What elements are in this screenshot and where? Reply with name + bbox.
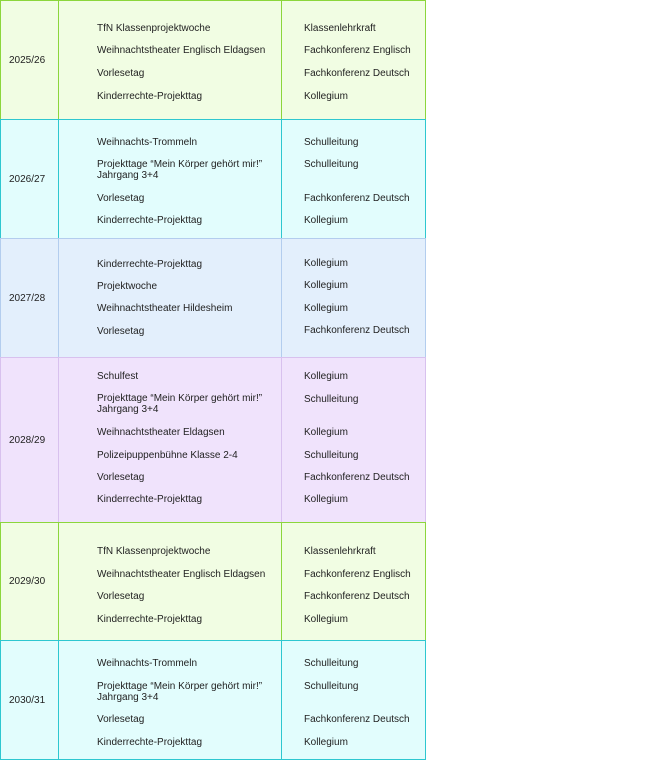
year-block-2029-30 <box>0 522 426 641</box>
event-item: Jahrgang 3+4 <box>97 692 159 703</box>
year-cell <box>1 358 59 522</box>
event-item: Weihnachtstheater Eldagsen <box>97 427 225 438</box>
responsible-column <box>282 523 425 640</box>
event-item: Vorlesetag <box>97 68 145 79</box>
responsible-item: Fachkonferenz Deutsch <box>304 472 410 483</box>
event-item: Weihnachts-Trommeln <box>97 137 198 148</box>
responsible-item: Fachkonferenz Englisch <box>304 45 411 56</box>
event-item: Kinderrechte-Projekttag <box>97 91 203 102</box>
event-item: Schulfest <box>97 371 139 382</box>
responsible-item: Kollegium <box>304 371 348 382</box>
event-item: Weihnachtstheater Englisch Eldagsen <box>97 569 266 580</box>
event-item: Jahrgang 3+4 <box>97 404 159 415</box>
event-item: Kinderrechte-Projekttag <box>97 259 203 270</box>
responsible-item: Fachkonferenz Englisch <box>304 569 411 580</box>
responsible-item: Kollegium <box>304 215 348 226</box>
responsible-item: Kollegium <box>304 427 348 438</box>
responsible-item: Kollegium <box>304 303 348 314</box>
event-item: Vorlesetag <box>97 714 145 725</box>
event-item: Vorlesetag <box>97 591 145 602</box>
responsible-item: Fachkonferenz Deutsch <box>304 714 410 725</box>
event-item: Weihnachtstheater Englisch Eldagsen <box>97 45 266 56</box>
year-block-2026-27 <box>0 119 426 239</box>
responsible-item: Schulleitung <box>304 394 359 405</box>
year-label: 2029/30 <box>9 576 46 587</box>
event-item: Kinderrechte-Projekttag <box>97 614 203 625</box>
responsible-item: Fachkonferenz Deutsch <box>304 325 410 336</box>
event-item: Vorlesetag <box>97 326 145 337</box>
responsible-column <box>282 358 425 522</box>
year-block-2025-26 <box>0 0 426 120</box>
events-column <box>60 120 282 238</box>
events-column <box>60 641 282 759</box>
year-block-2027-28 <box>0 238 426 358</box>
year-label: 2025/26 <box>9 54 46 66</box>
event-item: Projekttage “Mein Körper gehört mir!” <box>97 159 263 170</box>
responsible-column <box>282 641 425 759</box>
event-item: TfN Klassenprojektwoche <box>97 23 211 34</box>
responsible-column <box>282 120 425 238</box>
event-item: Jahrgang 3+4 <box>97 170 159 181</box>
event-item: Kinderrechte-Projekttag <box>97 494 203 505</box>
responsible-item: Fachkonferenz Deutsch <box>304 68 410 79</box>
events-column <box>60 523 282 640</box>
year-cell <box>1 239 59 357</box>
responsible-column <box>282 239 425 357</box>
year-cell <box>1 120 59 238</box>
year-label: 2030/31 <box>9 694 46 706</box>
events-column <box>60 358 282 522</box>
responsible-item: Klassenlehrkraft <box>304 23 376 34</box>
events-column <box>60 1 282 119</box>
year-cell <box>1 1 59 119</box>
responsible-item: Kollegium <box>304 91 348 102</box>
event-item: Projektwoche <box>97 281 158 292</box>
responsible-item: Kollegium <box>304 614 348 625</box>
event-item: Kinderrechte-Projekttag <box>97 215 203 226</box>
event-item: Vorlesetag <box>97 472 145 483</box>
event-item: Polizeipuppenbühne Klasse 2-4 <box>97 450 238 461</box>
responsible-item: Kollegium <box>304 737 348 748</box>
responsible-item: Schulleitung <box>304 137 359 148</box>
year-cell <box>1 641 59 759</box>
events-column <box>60 239 282 357</box>
year-label: 2026/27 <box>9 173 46 185</box>
event-item: Kinderrechte-Projekttag <box>97 737 203 748</box>
year-label: 2028/29 <box>9 434 46 446</box>
responsible-item: Fachkonferenz Deutsch <box>304 193 410 204</box>
event-item: Projekttage “Mein Körper gehört mir!” <box>97 681 263 692</box>
event-item: Weihnachts-Trommeln <box>97 658 198 669</box>
event-item: Projekttage “Mein Körper gehört mir!” <box>97 393 263 404</box>
responsible-item: Kollegium <box>304 494 348 505</box>
responsible-item: Fachkonferenz Deutsch <box>304 591 410 602</box>
event-item: Vorlesetag <box>97 193 145 204</box>
event-item: Weihnachtstheater Hildesheim <box>97 303 233 314</box>
responsible-item: Schulleitung <box>304 658 359 669</box>
responsible-column <box>282 1 425 119</box>
responsible-item: Schulleitung <box>304 450 359 461</box>
responsible-item: Kollegium <box>304 258 348 269</box>
event-item: TfN Klassenprojektwoche <box>97 546 211 557</box>
responsible-item: Schulleitung <box>304 681 359 692</box>
year-cell <box>1 523 59 640</box>
responsible-item: Klassenlehrkraft <box>304 546 376 557</box>
year-block-2030-31 <box>0 640 426 760</box>
year-label: 2027/28 <box>9 292 46 304</box>
responsible-item: Kollegium <box>304 280 348 291</box>
year-block-2028-29 <box>0 357 426 523</box>
responsible-item: Schulleitung <box>304 159 359 170</box>
